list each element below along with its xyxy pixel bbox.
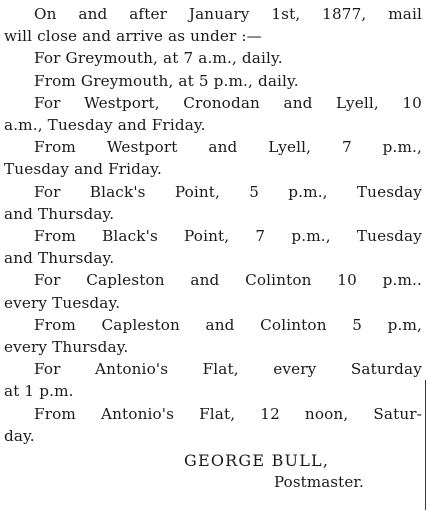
notice-line: and Thursday. bbox=[4, 204, 115, 223]
column-rule bbox=[425, 380, 426, 510]
notice-line: From Capleston and Colinton 5 p.m, bbox=[34, 315, 422, 334]
notice-line: Tuesday and Friday. bbox=[4, 160, 162, 179]
notice-line: every Thursday. bbox=[4, 338, 129, 357]
notice-line: day. bbox=[4, 426, 35, 445]
notice-line: On and after January 1st, 1877, mail bbox=[34, 5, 422, 23]
notice-line: For Greymouth, at 7 a.m., daily. bbox=[34, 49, 283, 68]
notice-line: For Black's Point, 5 p.m., Tuesday bbox=[34, 182, 422, 201]
notice-line: For Capleston and Colinton 10 p.m.. bbox=[34, 271, 422, 290]
notice-line: For Antonio's Flat, every Saturday bbox=[34, 360, 422, 379]
signatory-title: Postmaster. bbox=[274, 473, 364, 492]
notice-line: From Greymouth, at 5 p.m., daily. bbox=[34, 71, 299, 90]
schedule-paragraphs bbox=[4, 3, 422, 447]
notice-line: From Westport and Lyell, 7 p.m., bbox=[34, 138, 422, 157]
notice-line: every Tuesday. bbox=[4, 293, 121, 312]
notice-line: at 1 p.m. bbox=[4, 382, 74, 401]
notice-line: From Antonio's Flat, 12 noon, Satur- bbox=[34, 404, 422, 423]
notice-line: For Westport, Cronodan and Lyell, 10 bbox=[34, 93, 422, 112]
notice-line: will close and arrive as under :— bbox=[4, 27, 263, 46]
signatory-name: GEORGE BULL, bbox=[184, 451, 330, 471]
notice-line: From Black's Point, 7 p.m., Tuesday bbox=[34, 227, 422, 246]
notice-line: and Thursday. bbox=[4, 249, 115, 268]
notice-line: a.m., Tuesday and Friday. bbox=[4, 116, 206, 135]
